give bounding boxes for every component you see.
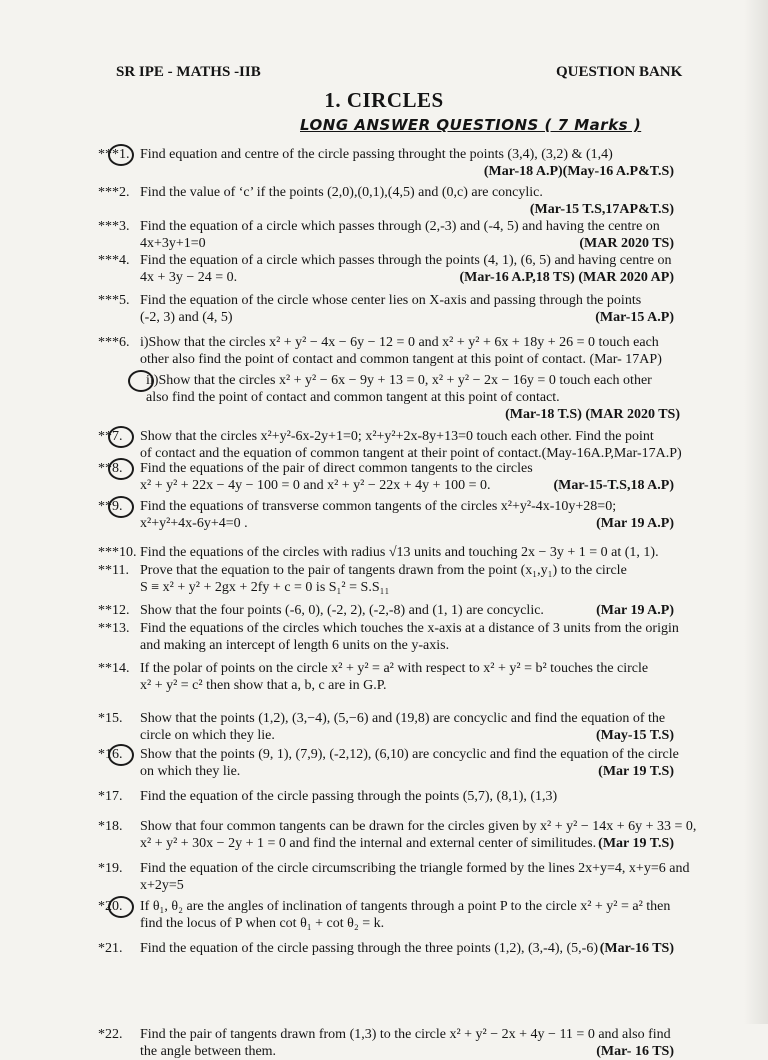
question-line: find the locus of P when cot θ₁ + cot θ₂ = k. xyxy=(140,916,385,931)
question-number: **8. xyxy=(98,461,123,476)
question-line: x+2y=5 xyxy=(140,878,184,893)
question-line: Find the equation of the circle passing through the points (5,7), (8,1), (1,3) xyxy=(140,789,558,804)
question-line: i)Show that the circles x² + y² − 4x − 6y − 12 = 0 and x² + y² + 6x + 18y + 26 = 0 touch each xyxy=(140,335,659,350)
question-text xyxy=(140,660,680,694)
question-text xyxy=(140,1026,680,1060)
question-text xyxy=(140,818,697,852)
question-line: If θ₁, θ₂ are the angles of inclination of tangents through a point P to the circle x² + y² = a² then xyxy=(140,899,671,914)
question-number: **12. xyxy=(98,603,130,618)
handwritten-circle-mark xyxy=(108,496,134,518)
question-number: *21. xyxy=(98,941,123,956)
question-line: S ≡ x² + y² + 2gx + 2fy + c = 0 is S₁² = S.S₁₁ xyxy=(140,580,390,595)
question-text xyxy=(140,620,680,654)
question-line: Show that the four points (-6, 0), (-2, 2), (-2,-8) and (1, 1) are concyclic. xyxy=(140,603,544,618)
question-line: Find the equation of the circle passing through the three points (1,2), (3,-4), (5,-6) xyxy=(140,941,598,956)
handwritten-circle-mark xyxy=(108,144,134,166)
exam-reference: (Mar-18 A.P)(May-16 A.P&T.S) xyxy=(483,164,674,179)
question-line: Find the equation of a circle which passes through (2,-3) and (-4, 5) and having the centre on xyxy=(140,219,660,234)
question-text xyxy=(140,292,680,326)
question-text xyxy=(140,146,680,180)
question-text xyxy=(140,898,680,932)
handwritten-circle-mark xyxy=(128,370,154,392)
question-line: circle on which they lie. xyxy=(140,728,275,743)
exam-reference: (Mar- 16 TS) xyxy=(596,1044,674,1059)
exam-reference: (MAR 2020 TS) xyxy=(579,236,674,251)
handwritten-circle-mark xyxy=(108,458,134,480)
header-right: QUESTION BANK xyxy=(556,64,683,80)
question-number: **14. xyxy=(98,661,130,676)
question-number: ***4. xyxy=(98,253,130,268)
question-line: Find the pair of tangents drawn from (1,3) to the circle x² + y² − 2x + 4y − 11 = 0 and also find xyxy=(140,1027,671,1042)
question-line: x² + y² = c² then show that a, b, c are in G.P. xyxy=(140,678,387,693)
question-line: of contact and the equation of common tangent at their point of contact.(May-16A.P,Mar-17A.P) xyxy=(140,446,682,461)
exam-reference: (Mar 19 A.P) xyxy=(596,603,674,618)
question-line: If the polar of points on the circle x² + y² = a² with respect to x² + y² = b² touches the circle xyxy=(140,661,649,676)
question-number: *16. xyxy=(98,747,123,762)
question-line: Find the equations of the circles with radius √13 units and touching 2x − 3y + 1 = 0 at (1, 1). xyxy=(140,545,659,560)
question-text xyxy=(140,544,680,561)
question-number: *15. xyxy=(98,711,123,726)
question-line: other also find the point of contact and common tangent at this point of contact. (Mar- 17AP) xyxy=(140,352,662,367)
exam-reference: (Mar 19 A.P) xyxy=(596,516,674,531)
header-left: SR IPE - MATHS -IIB xyxy=(116,64,261,80)
question-text xyxy=(140,334,680,368)
question-number: **11. xyxy=(98,563,129,578)
exam-reference: (Mar-16 TS) xyxy=(599,941,674,956)
question-number: ***1. xyxy=(98,147,130,162)
question-line: x²+y²+4x-6y+4=0 . xyxy=(140,516,248,531)
question-line: ii)Show that the circles x² + y² − 6x − 9y + 13 = 0, x² + y² − 2x − 16y = 0 touch each other xyxy=(146,373,652,388)
exam-reference: (Mar-15 A.P) xyxy=(595,310,674,325)
question-line: Find the equation of the circle circumscribing the triangle formed by the lines 2x+y=4, x+y=6 and xyxy=(140,861,690,876)
question-line: on which they lie. xyxy=(140,764,241,779)
question-text xyxy=(140,710,680,744)
question-line: Find the value of ‘c’ if the points (2,0),(0,1),(4,5) and (0,c) are concylic. xyxy=(140,185,543,200)
question-line: the angle between them. xyxy=(140,1044,277,1059)
question-number: ***2. xyxy=(98,185,130,200)
question-number: ***5. xyxy=(98,293,130,308)
page-edge-shadow xyxy=(744,0,768,1024)
question-text xyxy=(146,372,686,423)
exam-reference: (Mar 19 T.S) xyxy=(598,836,674,851)
question-line: x² + y² + 30x − 2y + 1 = 0 and find the internal and external center of similitudes. xyxy=(140,836,597,851)
question-number: *22. xyxy=(98,1027,123,1042)
question-line: x² + y² + 22x − 4y − 100 = 0 and x² + y² − 22x + 4y + 100 = 0. xyxy=(140,478,491,493)
question-line: Show that the circles x²+y²-6x-2y+1=0; x²+y²+2x-8y+13=0 touch each other. Find the point xyxy=(140,429,654,444)
question-line: Show that the points (1,2), (3,−4), (5,−6) and (19,8) are concyclic and find the equation of the xyxy=(140,711,666,726)
question-number: *19. xyxy=(98,861,123,876)
section-subtitle: LONG ANSWER QUESTIONS ( 7 Marks ) xyxy=(300,116,642,134)
exam-reference: (May-15 T.S) xyxy=(595,728,674,743)
page-title: 1. CIRCLES xyxy=(324,88,444,112)
question-text xyxy=(140,860,690,894)
question-text xyxy=(140,498,680,532)
question-number: ***10. xyxy=(98,545,137,560)
question-number: *20. xyxy=(98,899,123,914)
exam-reference: (Mar-15 T.S,17AP&T.S) xyxy=(529,202,674,217)
question-text xyxy=(140,788,680,805)
question-text xyxy=(140,184,680,218)
question-number: **13. xyxy=(98,621,130,636)
question-text xyxy=(140,562,680,596)
exam-reference: (Mar 19 T.S) xyxy=(598,764,674,779)
question-text xyxy=(140,746,680,780)
handwritten-circle-mark xyxy=(108,896,134,918)
exam-reference: (Mar-18 T.S) (MAR 2020 TS) xyxy=(505,407,680,422)
question-line: Find the equations of the pair of direct common tangents to the circles xyxy=(140,461,533,476)
exam-reference: (Mar-16 A.P,18 TS) (MAR 2020 AP) xyxy=(459,270,674,285)
question-number: ***6. xyxy=(98,335,130,350)
exam-reference: (Mar-15-T.S,18 A.P) xyxy=(553,478,674,493)
question-text xyxy=(140,252,680,286)
question-line: Find the equation of a circle which passes through the points (4, 1), (6, 5) and having centre on xyxy=(140,253,672,268)
question-number: *18. xyxy=(98,819,123,834)
question-number: **9. xyxy=(98,499,123,514)
question-line: Prove that the equation to the pair of tangents drawn from the point (x₁,y₁) to the circle xyxy=(140,563,627,578)
question-line: Show that four common tangents can be drawn for the circles given by x² + y² − 14x + 6y + 33 = 0, xyxy=(140,819,697,834)
question-number: *17. xyxy=(98,789,123,804)
question-text xyxy=(140,218,680,252)
handwritten-circle-mark xyxy=(108,744,134,766)
question-line: 4x+3y+1=0 xyxy=(140,236,206,251)
question-text xyxy=(140,460,680,494)
question-line: Find the equations of transverse common tangents of the circles x²+y²-4x-10y+28=0; xyxy=(140,499,617,514)
question-line: 4x + 3y − 24 = 0. xyxy=(140,270,238,285)
question-number: **7. xyxy=(98,429,123,444)
question-line: Find equation and centre of the circle passing throught the points (3,4), (3,2) & (1,4) xyxy=(140,147,613,162)
question-line: also find the point of contact and common tangent at this point of contact. xyxy=(146,390,560,405)
question-line: Find the equations of the circles which touches the x-axis at a distance of 3 units from the origin xyxy=(140,621,679,636)
question-number: ***3. xyxy=(98,219,130,234)
question-text xyxy=(140,940,680,957)
question-line: and making an intercept of length 6 units on the y-axis. xyxy=(140,638,450,653)
question-line: (-2, 3) and (4, 5) xyxy=(140,310,233,325)
handwritten-circle-mark xyxy=(108,426,134,448)
question-text xyxy=(140,428,680,462)
question-text xyxy=(140,602,680,619)
question-line: Find the equation of the circle whose center lies on X-axis and passing through the points xyxy=(140,293,642,308)
question-line: Show that the points (9, 1), (7,9), (-2,12), (6,10) are concyclic and find the equation of the circle xyxy=(140,747,679,762)
